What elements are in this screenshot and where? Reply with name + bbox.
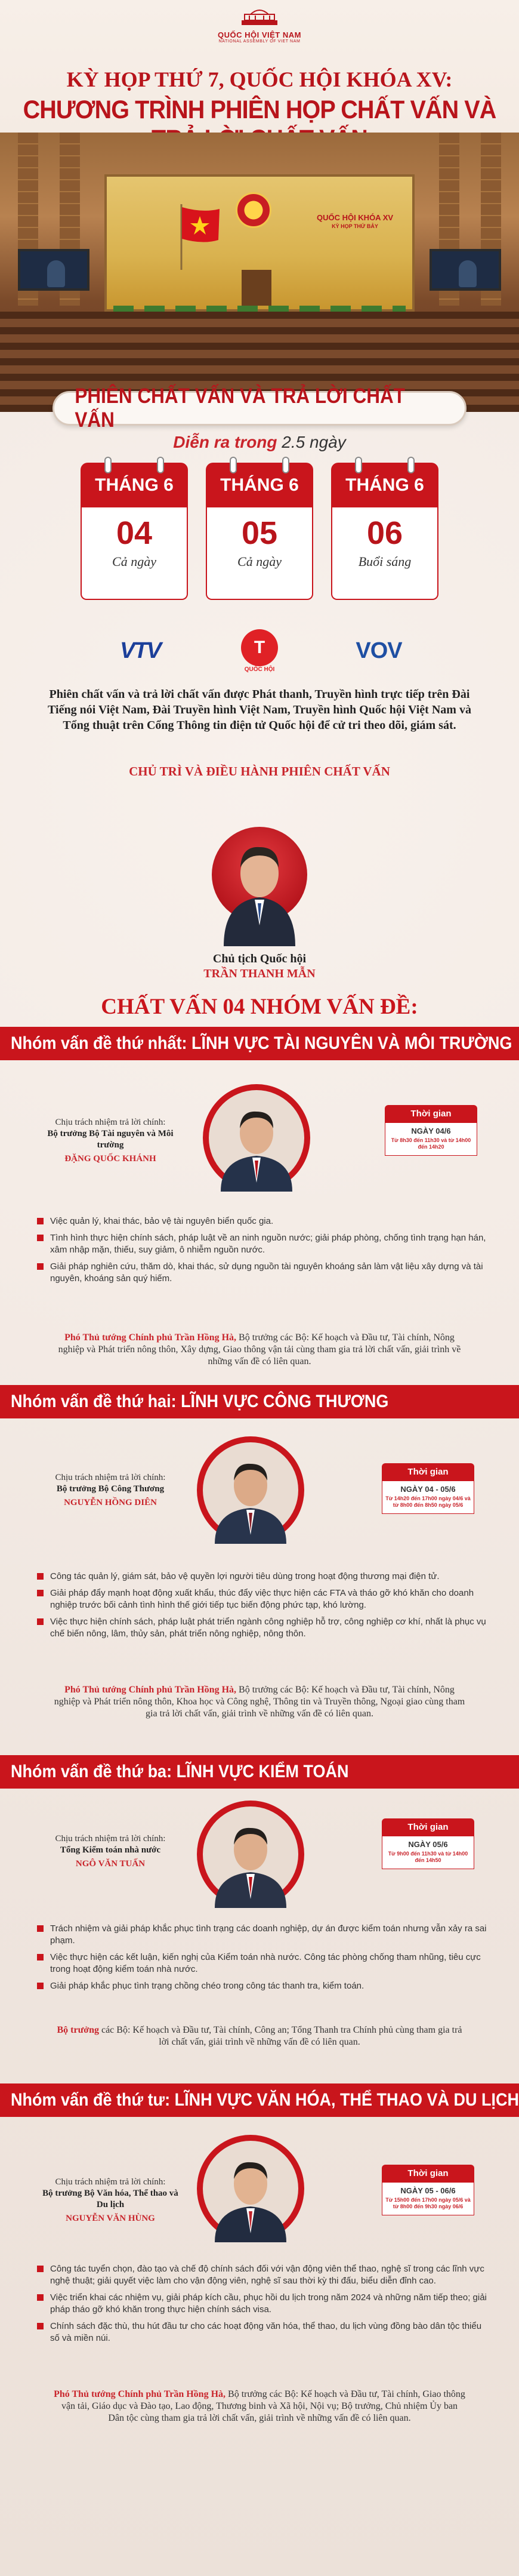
issue-list: [36, 2263, 489, 2349]
brand-subtitle: NATIONAL ASSEMBLY OF VIET NAM: [218, 39, 301, 44]
co-respondents-lead: Phó Thủ tướng Chính phủ Trần Hồng Hà,: [64, 1685, 237, 1695]
calendar-month: THÁNG 6: [81, 463, 188, 507]
time-box: [382, 1463, 474, 1514]
group-band-title: Nhóm vấn đề thứ ba: LĨNH VỰC KIỂM TOÁN: [11, 1762, 349, 1781]
podium: [242, 270, 271, 306]
responsible-label: Chịu trách nhiệm trả lời chính:: [55, 1118, 166, 1127]
session-date: NGÀY 05 - 06/6: [400, 2186, 456, 2195]
issue-list: [36, 1923, 489, 1997]
stage-line-2: KỲ HỌP THỨ BẢY: [332, 223, 378, 229]
responsible-minister: [36, 1472, 185, 1509]
issue-item: Việc thực hiện các kết luận, kiến nghị của Kiểm toán nhà nước. Công tác phòng chống tham nhũng, tiêu cực trong hoạt động kiểm toán nhà nước.: [36, 1952, 489, 1975]
issue-list: [36, 1571, 489, 1645]
calendar-day: 06: [366, 515, 403, 551]
duration: [0, 433, 519, 452]
issue-item: Việc quản lý, khai thác, bảo vệ tài nguyên biển quốc gia.: [36, 1215, 489, 1227]
issue-item: Giải pháp khắc phục tình trạng chồng chéo trong công tác thanh tra, kiểm toán.: [36, 1980, 489, 1992]
groups-title: CHẤT VẤN 04 NHÓM VẤN ĐỀ:: [101, 995, 418, 1019]
calendar-note: Buổi sáng: [358, 554, 412, 569]
chairman-portrait: [212, 803, 307, 946]
session-date: NGÀY 04/6: [411, 1127, 451, 1135]
group-band: [0, 2083, 519, 2117]
quoc-hoi-tv-icon: T: [241, 629, 278, 666]
national-flag-icon: [179, 204, 221, 270]
duration-prefix: Diễn ra trong: [173, 433, 277, 451]
issue-item: Việc triển khai các nhiệm vụ, giải pháp kích cầu, phục hồi du lịch trong năm 2024 và những năm tiếp theo; giải pháp tháo gỡ khó khăn trong thực hiện chính sách visa.: [36, 2292, 489, 2316]
calendar-note: Cả ngày: [112, 554, 156, 569]
minister-portrait: [197, 1078, 316, 1198]
issue-item: Công tác tuyển chọn, đào tạo và chế độ chính sách đối với vận động viên thể thao, nghệ sĩ trong các lĩnh vực nghệ thuật; giải quyết việc làm cho vận động viên, nghệ sĩ sau thời kỳ thi đấu, biểu diễn đỉnh cao.: [36, 2263, 489, 2287]
issue-group-3: [0, 1755, 519, 2047]
issue-item: Công tác quản lý, giám sát, bảo vệ quyền lợi người tiêu dùng trong hoạt động thương mại điện tử.: [36, 1571, 489, 1583]
issue-item: Giải pháp đẩy mạnh hoạt động xuất khẩu, thúc đẩy việc thực hiện các FTA và tháo gỡ khó khăn cho doanh nghiệp trước bối cảnh tình hình thế giới tiếp tục biến động phức tạp, khó lường.: [36, 1587, 489, 1611]
national-emblem-icon: [236, 192, 271, 228]
calendar-card: [81, 463, 188, 600]
responsible-position: Tổng Kiểm toán nhà nước: [60, 1845, 161, 1855]
calendar-ring-icon: [355, 457, 362, 473]
session-hours: Từ 8h30 đến 11h30 và từ 14h00 đến 14h20: [391, 1137, 471, 1150]
responsible-label: Chịu trách nhiệm trả lời chính:: [55, 1473, 166, 1482]
responsible-minister: [36, 1833, 185, 1870]
calendar-ring-icon: [282, 457, 289, 473]
issue-item: Tình hình thực hiện chính sách, pháp luật về an ninh nguồn nước; giải pháp phòng, chống tình trạng hạn hán, xâm nhập mặn, thiếu, suy giảm, ô nhiễm nguồn nước.: [36, 1232, 489, 1256]
time-box-body: [382, 1836, 474, 1869]
issue-group-1: [0, 1027, 519, 1367]
chair-section-caption: CHỦ TRÌ VÀ ĐIỀU HÀNH PHIÊN CHẤT VẤN: [129, 764, 390, 778]
vov-logo-text: VOV: [356, 638, 402, 663]
time-box-label: Thời gian: [382, 1818, 474, 1836]
issue-item: Giải pháp nghiên cứu, thăm dò, khai thác, sử dụng nguồn tài nguyên khoáng sản làm vật liệu xây dựng và tài nguyên, khoáng sản quý hiếm.: [36, 1261, 489, 1285]
co-respondents-text: Bộ trưởng các Bộ: Kế hoạch và Đầu tư, Tài chính, Giao thông vận tải, Giáo dục và Đào tạo, Lao động, Thương binh và Xã hội, Nội vụ; Bộ trưởng, Chủ nhiệm Ủy ban Dân tộc cùng tham gia trả lời chất vấn, giải trình về những vấn đề có liên quan.: [61, 2389, 465, 2423]
calendar-day: 04: [116, 515, 153, 551]
co-respondents: [54, 2389, 465, 2424]
kicker: KỲ HỌP THỨ 7, QUỐC HỘI KHÓA XV:: [66, 67, 453, 91]
issue-item: Việc thực hiện chính sách, pháp luật phát triển ngành công nghiệp hỗ trợ, công nghiệp cơ khí, nhất là phục vụ chế biến nông, lâm, thủy sản, phát triển nông nghiệp, nông thôn.: [36, 1616, 489, 1640]
calendar-ring-icon: [407, 457, 415, 473]
co-respondents-text: Bộ trưởng các Bộ: Kế hoạch và Đầu tư, Tài chính, Nông nghiệp và Phát triển nông thôn, Khoa học và Công nghệ, Thông tin và Truyền thông, Ngoại giao cùng tham gia trả lời chất vấn, giải trình về những vấn đề có liên quan.: [54, 1685, 465, 1719]
assembly-hall-photo: [0, 133, 519, 412]
issue-item: Chính sách đặc thù, thu hút đầu tư cho các hoạt động văn hóa, thể thao, du lịch vùng đồng bào dân tộc thiểu số và miền núi.: [36, 2320, 489, 2344]
chair-title: Chủ tịch Quốc hội: [212, 952, 307, 965]
group-band-title: Nhóm vấn đề thứ hai: LĨNH VỰC CÔNG THƯƠNG: [11, 1392, 389, 1411]
duration-value: 2.5 ngày: [282, 433, 346, 451]
headline: CHƯƠNG TRÌNH PHIÊN HỌP CHẤT VẤN VÀ: [23, 96, 496, 124]
broadcast-intro: Phiên chất vấn và trả lời chất vấn được Phát thanh, Truyền hình trực tiếp trên Đài Tiếng nói Việt Nam, Đài Truyền hình Việt Nam, Truyền hình Quốc hội Việt Nam và Tổng thuật trên Cổng Thông tin điện tử Quốc hội để cử tri theo dõi, giám sát.: [48, 688, 471, 732]
calendar-day: 05: [241, 515, 278, 551]
calendar-body: [81, 507, 188, 600]
calendar-card: [331, 463, 438, 600]
quoc-hoi-tv-logo: [221, 627, 298, 675]
group-band: [0, 1027, 519, 1060]
time-box-label: Thời gian: [382, 2165, 474, 2183]
right-screen: [430, 249, 501, 291]
calendar-month: THÁNG 6: [206, 463, 313, 507]
time-box-label: Thời gian: [382, 1463, 474, 1481]
vtv-logo-text: VTV: [120, 638, 160, 663]
session-date: NGÀY 04 - 05/6: [400, 1485, 456, 1494]
session-date: NGÀY 05/6: [408, 1840, 448, 1849]
time-box: [382, 1818, 474, 1869]
responsible-position: Bộ trưởng Bộ Văn hóa, Thể thao và Du lịch: [42, 2189, 178, 2209]
time-box: [382, 2165, 474, 2215]
issue-group-2: [0, 1385, 519, 1719]
co-respondents: [54, 2024, 465, 2048]
calendar-row: [0, 463, 519, 606]
vtv-logo: [101, 627, 179, 675]
minister-portrait: [191, 1430, 310, 1550]
co-respondents: [54, 1684, 465, 1720]
co-respondents-lead: Phó Thủ tướng Chính phủ Trần Hồng Hà,: [64, 1332, 237, 1343]
calendar-card: [206, 463, 313, 600]
co-respondents-text: các Bộ: Kế hoạch và Đầu tư, Tài chính, Công an; Tổng Thanh tra Chính phủ cùng tham gia trả lời chất vấn, giải trình về những vấn đề có liên quan.: [98, 2025, 462, 2047]
issue-list: [36, 1215, 489, 1289]
brand-name: QUỐC HỘI VIỆT NAM: [218, 30, 301, 39]
calendar-month: THÁNG 6: [331, 463, 438, 507]
responsible-name: NGÔ VĂN TUẤN: [75, 1859, 146, 1869]
responsible-name: ĐẶNG QUỐC KHÁNH: [64, 1154, 156, 1164]
group-band-title: Nhóm vấn đề thứ tư: LĨNH VỰC VĂN HÓA, THỂ THAO VÀ DU LỊCH: [11, 2090, 519, 2110]
group-band: [0, 1385, 519, 1418]
vov-logo: [340, 627, 418, 675]
chair-name: TRẦN THANH MẪN: [203, 967, 316, 980]
time-box: [385, 1105, 477, 1156]
minister-portrait: [191, 1795, 310, 1914]
responsible-label: Chịu trách nhiệm trả lời chính:: [55, 1834, 166, 1843]
calendar-body: [206, 507, 313, 600]
issue-item: Trách nhiệm và giải pháp khắc phục tình trạng các doanh nghiệp, dự án được kiểm toán nhưng vẫn xảy ra sai phạm.: [36, 1923, 489, 1947]
responsible-name: NGUYỄN HỒNG DIÊN: [64, 1498, 157, 1507]
brand: [0, 7, 519, 44]
time-box-body: [382, 1481, 474, 1514]
calendar-body: [331, 507, 438, 600]
session-hours: Từ 14h20 đến 17h00 ngày 04/6 và từ 8h00 đến 8h50 ngày 05/6: [385, 1495, 471, 1508]
co-respondents-lead: Phó Thủ tướng Chính phủ Trần Hồng Hà,: [54, 2389, 226, 2399]
responsible-position: Bộ trưởng Bộ Tài nguyên và Môi trường: [47, 1129, 174, 1150]
issue-group-4: [0, 2083, 519, 2423]
time-box-body: [382, 2183, 474, 2215]
time-box-label: Thời gian: [385, 1105, 477, 1123]
broadcaster-logos: [0, 624, 519, 678]
calendar-ring-icon: [157, 457, 164, 473]
co-respondents-lead: Bộ trưởng: [57, 2025, 99, 2035]
header: [0, 0, 519, 412]
quoc-hoi-tv-caption: QUỐC HỘI: [244, 666, 275, 673]
stage-text: [310, 213, 400, 231]
session-hours: Từ 15h00 đến 17h00 ngày 05/6 và từ 8h00 đến 9h30 ngày 06/6: [385, 2197, 471, 2209]
session-banner-text: PHIÊN CHẤT VẤN VÀ TRẢ LỜI CHẤT VẤN: [75, 384, 406, 432]
responsible-name: NGUYỄN VĂN HÙNG: [66, 2214, 155, 2223]
session-banner: [52, 384, 467, 432]
session-hours: Từ 9h00 đến 11h30 và từ 14h00 đến 14h50: [388, 1851, 468, 1863]
co-respondents: [54, 1332, 465, 1368]
time-box-body: [385, 1123, 477, 1156]
left-screen: [18, 249, 89, 291]
responsible-minister: [36, 1117, 185, 1165]
calendar-ring-icon: [104, 457, 112, 473]
stage-line-1: QUỐC HỘI KHÓA XV: [316, 213, 394, 222]
responsible-position: Bộ trưởng Bộ Công Thương: [56, 1484, 165, 1494]
group-band-title: Nhóm vấn đề thứ nhất: LĨNH VỰC TÀI NGUYÊN VÀ MÔI TRƯỜNG: [11, 1033, 512, 1053]
parliament-building-icon: [239, 7, 280, 27]
group-band: [0, 1755, 519, 1789]
calendar-note: Cả ngày: [237, 554, 282, 569]
responsible-label: Chịu trách nhiệm trả lời chính:: [55, 2177, 166, 2187]
co-respondents-text: Bộ trưởng các Bộ: Kế hoạch và Đầu tư, Tài chính, Nông nghiệp và Phát triển nông thôn, Xây dựng, Giao thông vận tải cùng tham gia trả lời chất vấn, giải trình về những vấn đề có liên quan.: [58, 1332, 461, 1367]
minister-portrait: [191, 2129, 310, 2248]
calendar-ring-icon: [230, 457, 237, 473]
responsible-minister: [36, 2177, 185, 2224]
